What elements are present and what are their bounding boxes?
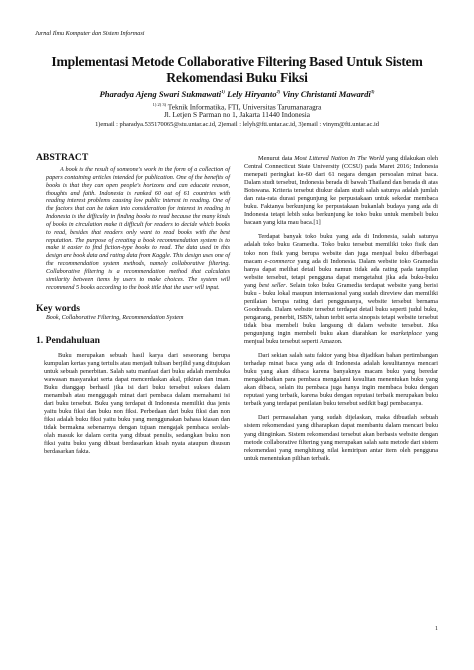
keywords-text: Book, Collaborative Filtering, Recommendation System bbox=[46, 314, 184, 321]
journal-header: Jurnal Ilmu Komputer dan Sistem Informasi bbox=[35, 30, 145, 37]
p2-text-d: yang menjual buku tersebut seperti Amazon. bbox=[244, 329, 438, 346]
p1-text-italic: Most Littered Nation In The World bbox=[294, 155, 384, 162]
title-line-1: Implementasi Metode Collaborative Filtering Based Untuk Sistem bbox=[51, 54, 423, 69]
p2-text-b: yang ada di Indonesia. Dalam website toko Gramedia hanya dapat melihat detail buku namun tidak ada rating pada tampilan website tersebut, tetapi pengguna dapat mengetahui jika ada buku-buku yang bbox=[244, 257, 438, 289]
p2-text-italic-3: marketplace bbox=[390, 329, 422, 337]
p2-text-italic-2: best seller bbox=[258, 281, 286, 289]
affiliation-address: Jl. Letjen S Parman no 1, Jakarta 11440 Indonesia bbox=[163, 110, 311, 119]
author-1-sup: 1) bbox=[221, 89, 225, 95]
section-1-paragraph-1: Buku merupakan sebuah hasil karya dari seseorang berupa kumpulan kertas yang tertulis atau menjadi tulisan berjilid yang ditujukan untuk sebuah penerbitan. Salah satu manfaat dari buku adalah membuka wawasan masyarakat serta dapat mencerdaskan akal, pikiran dan iman. Buku dianggap berhasil jika isi dari buku tersebut sukses dalam menambah atau menggugah minat dari pembaca dalam memahami isi dari buku tersebut. Buku yang terdapat di Indonesia memiliki dua jenis yaitu buku fiksi dan buku non fiksi. Perbedaan dari buku fiksi dan non fiksi adalah buku fiksi yaitu buku yang menggunakan bahasa kiasan dan tidak bermakna sebenarnya dengan tujuan mengajak pembaca seolah-olah masuk ke dalam cerita yang dibuat penulis, sedangkan buku non fiksi yaitu buku yang dibuat berdasarkan kisah nyata ataupun disusun berdasarkan fakta. bbox=[44, 351, 230, 456]
p1-text-a: Menurut data bbox=[258, 155, 295, 162]
section-1-heading: 1. Pendahuluan bbox=[36, 334, 100, 346]
p2-text-c: . Selain toko buku Gramedia terdapat website yang berisi buku - buku lokal maupun internasional yang sudah direview dan memiliki penilaian berupa rating dari penggunanya, website tersebut bernama Goodreads. Dalam website tersebut terdapat detail buku seperti judul buku, pengarang, penerbit, ISBN, tahun terbit serta sinopsis tetapi website tersebut tidak bisa membeli buku langsung di dalam website tersebut. Jika pengunjung ingin membeli buku akan diarahkan ke bbox=[244, 281, 438, 337]
right-paragraph-3: Dari sekian salah satu faktor yang bisa dijadikan bahan pertimbangan terhadap minat baca yang ada di Indonesia adalah kesulitannya mencari buku yang akan dibaca karena banyaknya macam buku yang beredar mengakibatkan para pembaca mengalami kesulitan menentukan buku yang akan dibaca, selain itu pembaca juga hanya ingin membaca buku dengan reputasi yang terbaik, karena buku dengan reputasi terbaik merupakan buku terbaik yang terdapat penilaian buku tersebut sedikit bagi pembacanya. bbox=[244, 352, 438, 408]
p2-text-italic-1: e-commerce bbox=[264, 257, 296, 265]
right-paragraph-1 bbox=[244, 155, 438, 227]
keywords-heading: Key words bbox=[36, 302, 80, 314]
p2-text-a: Terdapat banyak toko buku yang ada di Indonesia, salah satunya adalah toko buku Gramedia. Toko buku tersebut memiliki toko fisik dan toko non fisik yang berupa website dan juga menjual buku diberbagai macam bbox=[244, 233, 438, 265]
right-paragraph-2 bbox=[244, 233, 438, 346]
author-list bbox=[20, 89, 454, 99]
right-paragraph-4: Dari permasalahan yang sudah dijelaskan, maka dibuatlah sebuah sistem rekomendasi yang diharapkan dapat membantu dalam mencari buku yang diinginkan. Sistem rekomendasi tersebut akan berbasis website dengan metode collaborative filtering yang merupakan salah satu metode dari sistem rekomendasi yang menghitung nilai kemiripan antar item oleh pengguna untuk menentukan pilihan terbaik. bbox=[244, 414, 438, 462]
abstract-text: A book is the result of someone's work in the form of a collection of papers containing articles intended for publication. One of the benefits of books is that they can open people's horizons and can educate reason, thoughts and faith. Indonesia is ranked 60 out of 61 countries with reading interest problems causing low public interest in reading. One of the factors that can be taken into consideration for interest in reading in Indonesia is the difficulty in finding books to read because the many kinds of books in circulation make it difficult for readers to decide which books to read, besides that readers only want to read books with the best reputation. The purpose of creating a book recommendation system is to make it easier to find fiction-type books to read. The data used in this design are book data and rating data from Kaggle. This design uses one of the recommendation system methods, namely collaborative filtering. Collaborative filtering is a recommendation method that calculates similarity between items by users to make choices. The system will recommend 5 books according to the book title that the user will input. bbox=[46, 167, 230, 291]
affiliation-emails: 1)email : pharadya.535170065@stu.untar.ac.id, 2)email : lelyh@fti.untar.ac.id, 3)email : vinym@fti.untar.ac.id bbox=[95, 121, 379, 128]
author-1: Pharadya Ajeng Swari Sukmawati bbox=[99, 89, 222, 99]
author-3: Viny Christanti Mawardi bbox=[282, 89, 371, 99]
author-3-sup: 3) bbox=[370, 89, 375, 95]
title-line-2: Rekomendasi Buku Fiksi bbox=[166, 70, 308, 85]
left-column bbox=[36, 152, 230, 456]
right-column bbox=[244, 155, 438, 463]
abstract-heading: ABSTRACT bbox=[36, 152, 89, 163]
author-2-sup: 2) bbox=[276, 89, 281, 95]
page-number: 1 bbox=[435, 626, 438, 632]
institution-name: Teknik Informatika, FTI, Universitas Tarumanaragra bbox=[166, 102, 322, 112]
p1-text-b: yang dilakukan oleh Central Connecticut State University (CCSU) pada Maret 2016; Indonesia menepati peringkat ke-60 dari 61 negara dengan persoalan minat baca. Dalam studi tersebut, Indonesia berada di bawah Thailand dan berada di atas Botswana. Kriteria tersebut diukur dalam studi salah satunya adalah jumlah dan rata-rata durasi pengunjung ke perpustakaan untuk sekedar membaca buku. Faktanya berkunjung ke perpustakaan bukanlah budaya yang ada di Indonesia tetapi lebih suka berkunjung ke toko buku untuk membeli buku bacaan yang kita mau baca.[1] bbox=[244, 155, 438, 227]
paper-title bbox=[20, 54, 454, 86]
affiliation-sup: 1) 2) 3) bbox=[152, 102, 167, 107]
author-2: Lely Hiryanto bbox=[227, 89, 277, 99]
